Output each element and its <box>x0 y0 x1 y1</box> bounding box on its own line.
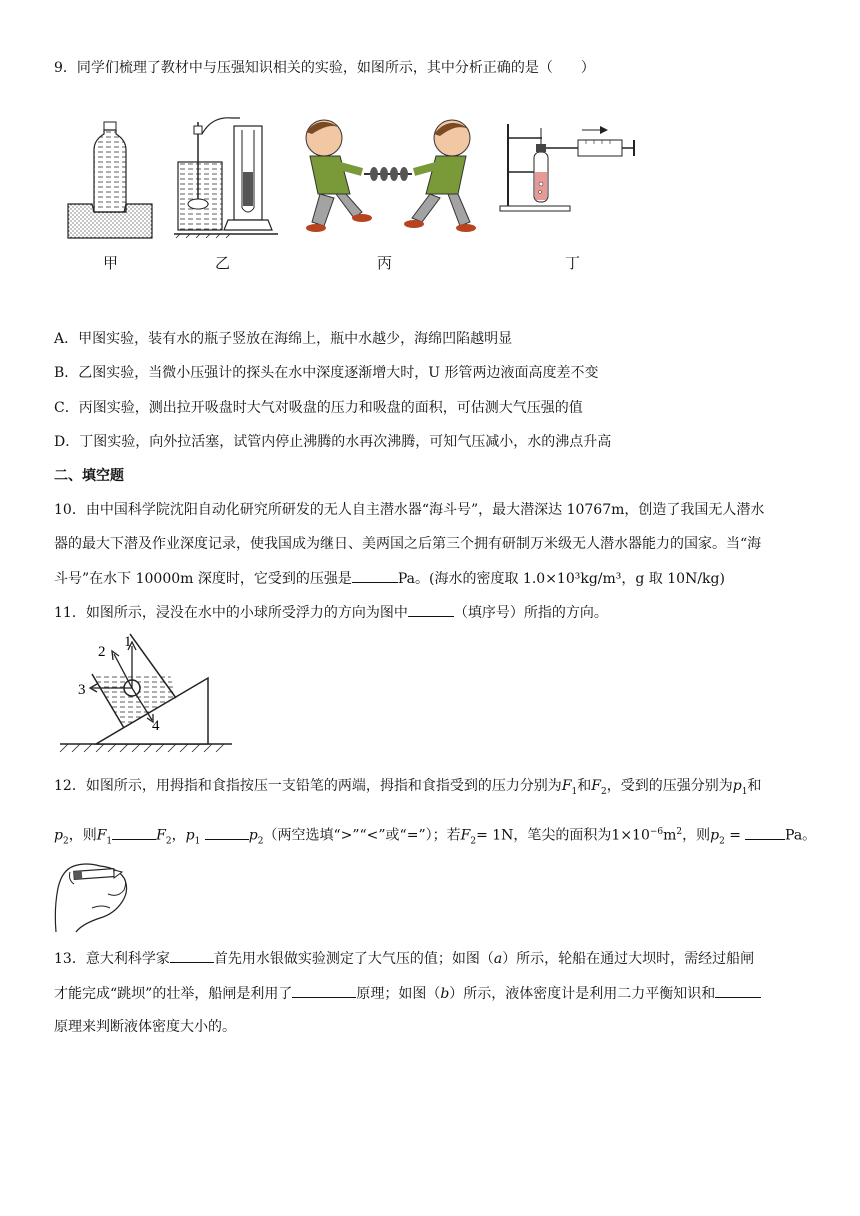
option-c: C．丙图实验，测出拉开吸盘时大气对吸盘的压力和吸盘的面积，可估测大气压强的值 <box>54 400 583 416</box>
q11-text-a: 11．如图所示，浸没在水中的小球所受浮力的方向为图中 <box>54 605 408 621</box>
q12-line2 <box>54 822 816 851</box>
figure-yi-pressure-gauge <box>172 112 284 242</box>
option-a: A．甲图实验，装有水的瓶子竖放在海绵上，瓶中水越少，海绵凹陷越明显 <box>54 331 513 347</box>
q10-line1: 10．由中国科学院沈阳自动化研究所研发的无人自主潜水器“海斗号”，最大潜深达 10767m，创造了我国无人潜水 <box>54 502 765 518</box>
q13-line1 <box>54 948 754 969</box>
f2-symbol: F <box>591 778 601 794</box>
p1-symbol-2: p <box>185 827 195 844</box>
p2-sub-3: 2 <box>719 836 725 847</box>
q10-text-b: Pa。(海水的密度取 1.0×10³kg/m³，g 取 10N/kg) <box>397 571 725 587</box>
f1-symbol: F <box>561 778 572 794</box>
q12-area: ，笔尖的面积为1×10 <box>513 827 650 844</box>
q11-blank[interactable] <box>408 602 454 617</box>
q12-comma: ， <box>171 827 186 844</box>
p1-sub: 1 <box>741 786 748 797</box>
q12-eq-1n: = 1N <box>476 827 514 844</box>
q12-line1 <box>54 776 761 802</box>
q13-fig-b: b <box>440 986 450 1002</box>
figure-ding-syringe-boiling <box>496 122 642 214</box>
q9-stem: 9．同学们梳理了教材中与压强知识相关的实验，如图所示，其中分析正确的是（ ） <box>54 60 595 76</box>
q12-then: ，则 <box>68 827 97 844</box>
q12-then2: ，则 <box>682 827 711 844</box>
q13-line3: 原理来判断液体密度大小的。 <box>54 1019 236 1035</box>
q10-blank[interactable] <box>352 568 398 583</box>
caption-jia: 甲 <box>103 254 119 272</box>
q12-pa: Pa。 <box>785 827 817 844</box>
q10-line3 <box>54 568 725 589</box>
q13-text-c: ）所示，轮船在通过大坝时，需经过船闸 <box>502 951 755 967</box>
f2-sub-3: 2 <box>470 836 477 847</box>
q13-text-e: 原理；如图（ <box>356 986 441 1002</box>
p2-symbol: p <box>54 827 63 844</box>
caption-ding: 丁 <box>565 254 581 272</box>
q12-and-2: 和 <box>747 778 762 794</box>
q13-blank-1[interactable] <box>170 948 214 963</box>
q11-label-2: 2 <box>98 644 106 660</box>
q11-stem <box>54 602 608 623</box>
figure-q12-pencil-hand <box>52 858 134 934</box>
q12-paren: （两空选填“>”“<”或“=”）；若 <box>263 827 461 844</box>
q12-blank-2[interactable] <box>205 825 249 840</box>
section-heading: 二、填空题 <box>54 468 124 484</box>
f2-sub-2: 2 <box>165 836 172 847</box>
q13-text-d: 才能完成“跳坝”的壮举，船闸是利用了 <box>54 986 293 1002</box>
q12-exp: −6 <box>649 827 664 837</box>
f1-symbol-2: F <box>96 827 107 844</box>
q12-blank-3[interactable] <box>745 825 785 840</box>
q12-text-c: ，受到的压强分别为 <box>606 778 733 794</box>
q12-eq: = <box>724 827 742 844</box>
q12-sq: 2 <box>676 827 683 837</box>
q13-line2 <box>54 983 761 1004</box>
option-d: D．丁图实验，向外拉活塞，试管内停止沸腾的水再次沸腾，可知气压减小，水的沸点升高 <box>54 434 612 450</box>
q12-and-1: 和 <box>577 778 592 794</box>
f2-symbol-2: F <box>156 827 166 844</box>
q11-text-b: （填序号）所指的方向。 <box>453 605 608 621</box>
q11-label-3: 3 <box>78 682 86 698</box>
q10-line2: 器的最大下潜及作业深度记录，使我国成为继日、美两国之后第三个拥有研制万米级无人潜水器能力的国家。当“海 <box>54 536 762 552</box>
f1-sub: 1 <box>571 786 578 797</box>
caption-bing: 丙 <box>377 254 393 272</box>
figure-q11-buoyancy <box>56 630 234 756</box>
q13-text-b: 首先用水银做实验测定了大气压的值；如图（ <box>213 951 494 967</box>
p2-sub: 2 <box>62 836 69 847</box>
q11-label-4: 4 <box>152 718 160 734</box>
p2-symbol-3: p <box>710 827 720 844</box>
q13-text-a: 13．意大利科学家 <box>54 951 170 967</box>
p2-symbol-2: p <box>248 827 258 844</box>
q12-blank-1[interactable] <box>112 825 156 840</box>
f2-symbol-3: F <box>460 827 471 844</box>
q12-text-a: 12．如图所示，用拇指和食指按压一支铅笔的两端，拇指和食指受到的压力分别为 <box>54 778 562 794</box>
q12-m: m <box>663 827 677 844</box>
p1-symbol: p <box>732 778 742 794</box>
q13-text-f: ）所示，液体密度计是利用二力平衡知识和 <box>449 986 716 1002</box>
figure-jia-bottle-on-sponge <box>66 120 154 242</box>
q11-label-1: 1 <box>124 634 132 650</box>
q13-fig-a: a <box>493 951 503 967</box>
figure-bing-suction-cups-tug <box>290 114 486 242</box>
f2-sub: 2 <box>600 786 607 797</box>
q10-text-a: 斗号”在水下 10000m 深度时，它受到的压强是 <box>54 571 352 587</box>
option-b: B．乙图实验，当微小压强计的探头在水中深度逐渐增大时，U 形管两边液面高度差不变 <box>54 365 599 381</box>
p1-sub-2: 1 <box>194 836 201 847</box>
f1-sub-2: 1 <box>106 836 113 847</box>
q13-blank-3[interactable] <box>715 983 761 998</box>
q13-blank-2[interactable] <box>292 983 356 998</box>
p2-sub-2: 2 <box>257 836 264 847</box>
caption-yi: 乙 <box>215 254 231 272</box>
